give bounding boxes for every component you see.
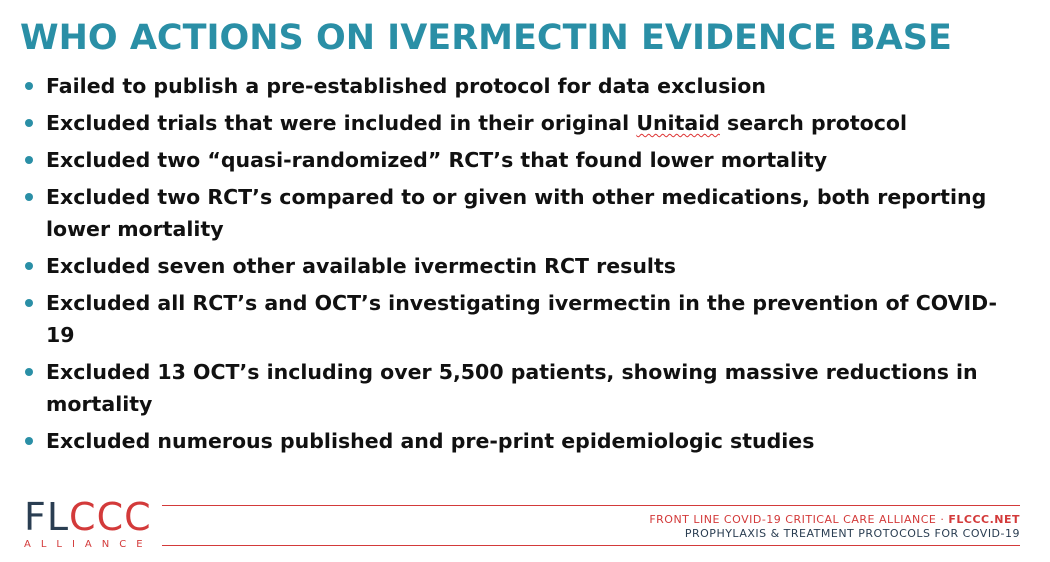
bullet-dot-icon <box>25 119 33 127</box>
bullet-item <box>24 425 1024 457</box>
bullet-dot-icon <box>25 299 33 307</box>
bullet-text: Excluded numerous published and pre-print epidemiologic studies <box>46 429 815 453</box>
bullet-dot-icon <box>25 156 33 164</box>
footer-divider-bottom <box>162 545 1020 546</box>
footer-org-line <box>649 513 1020 527</box>
bullet-item <box>24 107 1024 139</box>
bullet-text: Failed to publish a pre-established protocol for data exclusion <box>46 74 766 98</box>
logo-text-fl: FL <box>24 495 70 539</box>
bullet-text <box>46 111 907 135</box>
bullet-dot-icon <box>25 262 33 270</box>
bullet-text-after: search protocol <box>719 111 908 135</box>
bullet-text: Excluded two “quasi-randomized” RCT’s that found lower mortality <box>46 148 828 172</box>
bullet-item <box>24 356 1024 420</box>
bullet-text-before: Excluded trials that were included in their original <box>46 111 637 135</box>
bullet-dot-icon <box>25 82 33 90</box>
bullet-item <box>24 70 1024 102</box>
bullet-item <box>24 287 1024 351</box>
footer-credits <box>649 513 1020 541</box>
bullet-item <box>24 250 1024 282</box>
footer-site-link: FLCCC.NET <box>948 513 1020 526</box>
logo-wordmark <box>24 497 164 537</box>
bullet-dot-icon <box>25 368 33 376</box>
slide-title: WHO ACTIONS ON IVERMECTIN EVIDENCE BASE <box>20 18 952 58</box>
logo-text-ccc: CCC <box>69 495 152 539</box>
footer-org-name: FRONT LINE COVID-19 CRITICAL CARE ALLIANCE · <box>649 513 949 526</box>
bullet-text: Excluded seven other available ivermectin RCT results <box>46 254 676 278</box>
bullet-list <box>24 70 1024 462</box>
spellcheck-marked-word: Unitaid <box>636 111 720 135</box>
bullet-item <box>24 144 1024 176</box>
footer-divider-top <box>162 505 1020 506</box>
logo-subtitle: ALLIANCE <box>24 539 153 550</box>
bullet-text: Excluded all RCT’s and OCT’s investigating ivermectin in the prevention of COVID-19 <box>46 291 998 347</box>
bullet-text: Excluded 13 OCT’s including over 5,500 patients, showing massive reductions in mortality <box>46 360 978 416</box>
bullet-item <box>24 181 1024 245</box>
footer-tagline: PROPHYLAXIS & TREATMENT PROTOCOLS FOR COVID-19 <box>684 527 1020 540</box>
bullet-text: Excluded two RCT’s compared to or given with other medications, both reporting lower mortality <box>46 185 987 241</box>
flccc-logo <box>24 497 164 553</box>
bullet-dot-icon <box>25 437 33 445</box>
bullet-dot-icon <box>25 193 33 201</box>
